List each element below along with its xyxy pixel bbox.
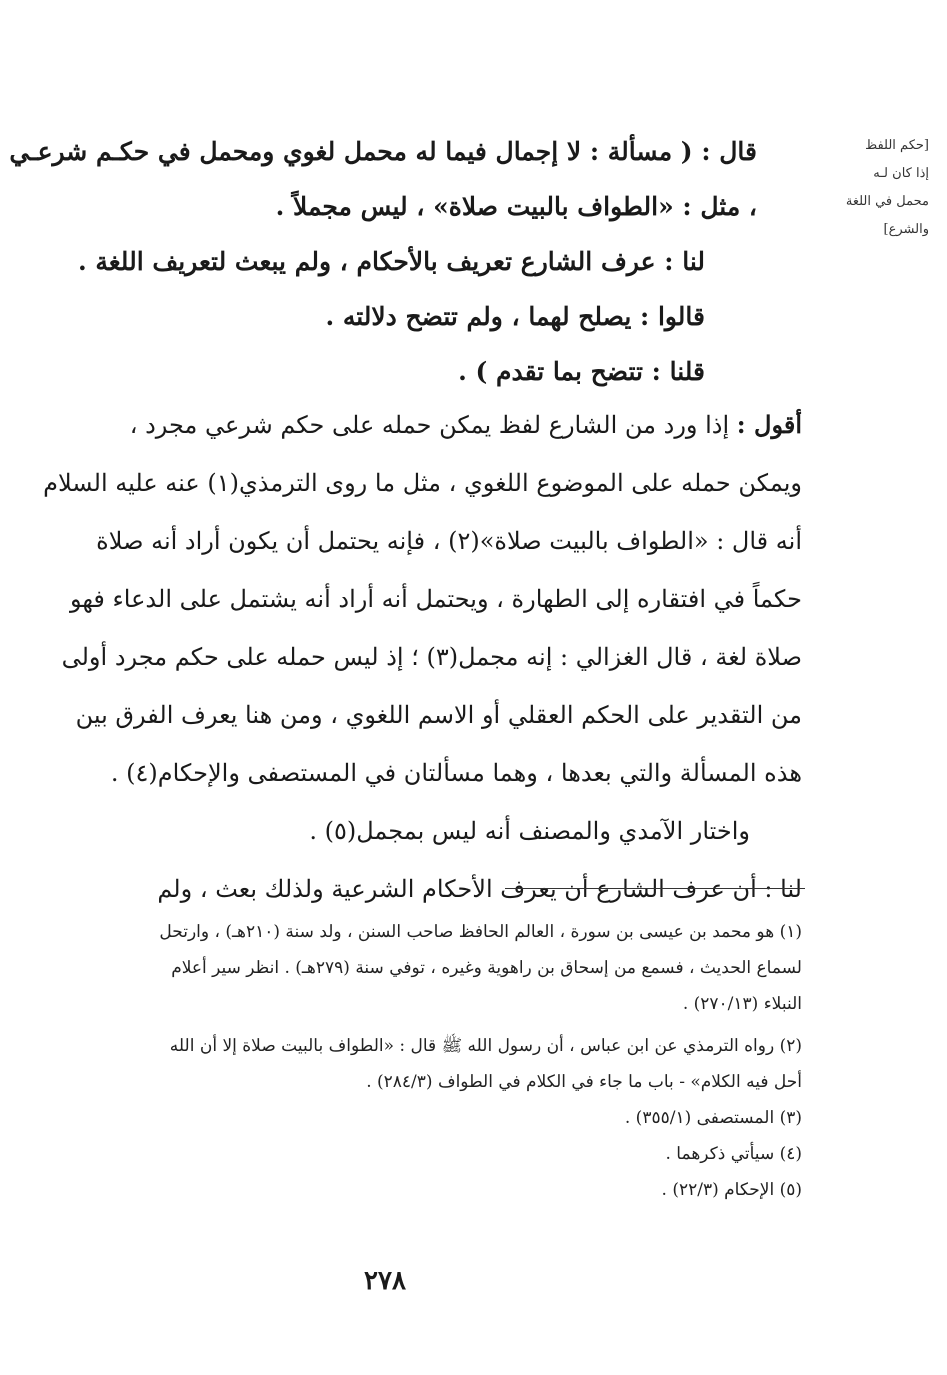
footnote-separator xyxy=(505,888,805,889)
margin-note-line: محمل في اللغة xyxy=(845,194,929,209)
commentary-line: ويمكن حمله على الموضوع اللغوي ، مثل ما روى الترمذي(١) عنه عليه السلام xyxy=(43,469,802,497)
margin-note-line: [حكم اللفظ xyxy=(865,138,929,153)
footnote-line: لسماع الحديث ، فسمع من إسحاق بن راهوية وغيره ، توفي سنة (٢٧٩هـ) . انظر سير أعلام xyxy=(171,958,802,978)
commentary-line: من التقدير على الحكم العقلي أو الاسم اللغوي ، ومن هنا يعرف الفرق بين xyxy=(75,701,802,729)
commentary-text: إذا ورد من الشارع لفظ يمكن حمله على حكم شرعي مجرد ، xyxy=(129,411,730,439)
commentary xyxy=(32,396,802,918)
commentary-line xyxy=(32,396,802,454)
quote-line: قلنا : تتضح بما تقدم ) . xyxy=(458,357,705,386)
footnote-line: (٤) سيأتي ذكرهما . xyxy=(665,1144,802,1164)
commentary-line: هذه المسألة والتي بعدها ، وهما مسألتان في المستصفى والإحكام(٤) . xyxy=(110,759,802,787)
margin-note-line: والشرع] xyxy=(883,222,929,237)
margin-note xyxy=(819,132,929,244)
page-number: ٢٧٨ xyxy=(364,1266,406,1296)
commentary-line: لنا : أن عرف الشارع أن يعرف الأحكام الشرعية ولذلك بعث ، ولم xyxy=(157,875,802,903)
quote-line: لنا : عرف الشارع تعريف بالأحكام ، ولم يبعث لتعريف اللغة . xyxy=(77,247,705,276)
commentary-line: صلاة لغة ، قال الغزالي : إنه مجمل(٣) ؛ إذ ليس حمله على حكم مجرد أولى xyxy=(61,643,802,671)
quote-line: قالوا : يصلح لهما ، ولم تتضح دلالته . xyxy=(325,302,705,331)
commentary-lead: أقول : xyxy=(736,410,802,439)
commentary-line: أنه قال : «الطواف بالبيت صلاة»(٢) ، فإنه يحتمل أن يكون أراد أنه صلاة xyxy=(96,527,802,555)
quote-line: قال : ( مسألة : لا إجمال فيما له محمل لغوي ومحمل في حكـم شرعـي xyxy=(9,137,757,166)
footnote-line: (١) هو محمد بن عيسى بن سورة ، العالم الحافظ صاحب السنن ، ولد سنة (٢١٠هـ) ، وارتحل xyxy=(159,922,802,942)
quote-line: ، مثل : «الطواف بالبيت صلاة» ، ليس مجملاً . xyxy=(275,192,757,221)
footnote-line: (٢) رواه الترمذي عن ابن عباس ، أن رسول الله ﷺ قال : «الطواف بالبيت صلاة إلا أن الله xyxy=(169,1036,802,1056)
footnote-line: النبلاء (٢٧٠/١٣) . xyxy=(682,994,802,1014)
quoted-text xyxy=(9,124,757,399)
footnote-line: (٣) المستصفى (٣٥٥/١) . xyxy=(624,1108,802,1128)
commentary-line: حكماً في افتقاره إلى الطهارة ، ويحتمل أنه أراد أنه يشتمل على الدعاء فهو xyxy=(69,585,802,613)
margin-note-line: إذا كان لـه xyxy=(873,166,929,181)
footnote-line: أحل فيه الكلام» - باب ما جاء في الكلام في الطواف (٢٨٤/٣) . xyxy=(366,1072,802,1092)
footnote-line: (٥) الإحكام (٢٢/٣) . xyxy=(661,1180,802,1200)
commentary-line: واختار الآمدي والمصنف أنه ليس بمجمل(٥) . xyxy=(309,817,750,845)
footnotes xyxy=(32,914,802,1208)
